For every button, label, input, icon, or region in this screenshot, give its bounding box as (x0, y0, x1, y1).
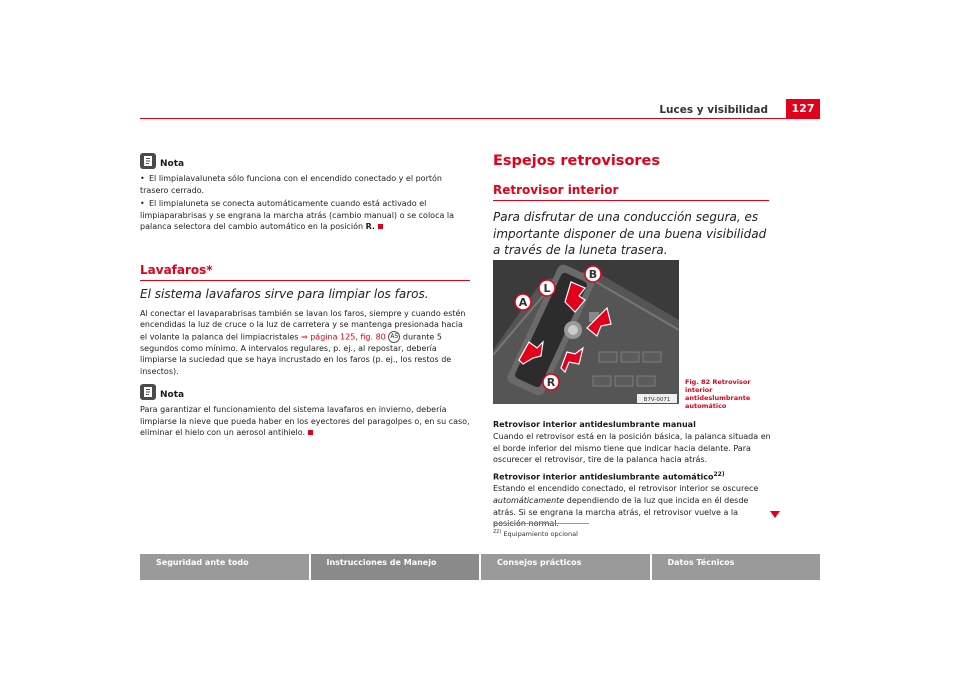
label-a: A (518, 296, 528, 309)
lavafaros-body (140, 308, 470, 378)
lavafaros-text-b: durante 5 segundos como mínimo. A intervalos regulares, p. ej., al repostar, debería limpiarse la suciedad que se haya incrustado en los faros (p. ej., los restos de insectos). (140, 332, 452, 376)
note-bullet-1-text: El limpialavaluneta sólo funciona con el encendido conectado y el portón trasero cerrado. (140, 174, 442, 195)
tab-datos[interactable]: Datos Técnicos (652, 554, 821, 580)
mirrors-section (493, 153, 769, 259)
lavafaros-intro: El sistema lavafaros sirve para limpiar los faros. (140, 287, 429, 301)
manual-title: Retrovisor interior antideslumbrante manual (493, 420, 696, 429)
figure-code: B7V-0071 (643, 397, 671, 403)
label-r: R (546, 376, 556, 389)
sub-heading: Retrovisor interior (493, 183, 619, 197)
footer-nav (140, 554, 820, 580)
note-2-body (140, 404, 470, 439)
section-title: Luces y visibilidad (659, 104, 768, 116)
label-l: L (543, 282, 551, 295)
page-link[interactable]: ⇒ página 125, fig. 80 (300, 332, 386, 342)
info-icon (140, 384, 156, 400)
main-heading: Espejos retrovisores (493, 153, 661, 169)
tab-seguridad[interactable]: Seguridad ante todo (140, 554, 309, 580)
note-block-1 (140, 153, 470, 233)
note-label: Nota (160, 159, 185, 169)
note-header-2 (140, 384, 470, 400)
footnote-text: Equipamiento opcional (503, 530, 578, 539)
footnote-number: 22) (493, 529, 502, 535)
tab-instrucciones[interactable]: Instrucciones de Manejo (311, 554, 480, 580)
end-mark (378, 224, 383, 229)
auto-text-italic: automáticamente (493, 496, 565, 506)
note-label-2: Nota (160, 390, 185, 400)
auto-text-b: dependiendo de la luz que incida en él desde atrás. Si se engrana la marcha atrás, el retrovisor vuelve a la (493, 496, 749, 517)
next-page-arrow-icon[interactable] (770, 511, 780, 518)
end-mark (308, 430, 313, 435)
auto-text-a: Estando el encendido conectado, el retrovisor interior se oscurece (493, 484, 759, 494)
mirror-figure (493, 260, 679, 404)
footnote (493, 529, 578, 538)
note-block-2 (140, 384, 470, 439)
lavafaros-text-a: Al conectar el lavaparabrisas también se lavan los faros, siempre y cuando estén encendidas la luz de cruce o la luz de carretera y se mantenga presionada hacia el volante la palanca del limpiacristales (140, 308, 466, 342)
lavafaros-rule (140, 280, 470, 281)
tab-consejos[interactable]: Consejos prácticos (481, 554, 650, 580)
figure-caption: Fig. 82 Retrovisor interior antideslumbrante automático (685, 378, 751, 410)
note-bullet-1: • El limpialavaluneta sólo funciona con el encendido conectado y el portón trasero cerrado. (140, 174, 442, 195)
mirrors-intro: Para disfrutar de una conducción segura, es importante disponer de una buena visibilidad a través de la luneta trasera. (493, 210, 767, 257)
callout-a5: A5 (388, 331, 400, 343)
footnote-rule (493, 523, 589, 524)
header-rule (140, 118, 820, 119)
lavafaros-heading: Lavafaros* (140, 263, 213, 277)
note-header (140, 153, 470, 169)
sub-rule (493, 200, 769, 201)
auto-title (493, 471, 771, 482)
manual-text: Cuando el retrovisor está en la posición básica, la palanca situada en el borde inferior del mismo tiene que indicar hacia delante. Para oscurecer el retrovisor, tire de la palanca hacia atrás. (493, 432, 771, 465)
note-2-text: Para garantizar el funcionamiento del sistema lavafaros en invierno, debería limpiarse la nieve que pueda haber en los eyectores del paragolpes o, en su caso, eliminar el hielo con un aerosol antihielo. (140, 405, 470, 438)
footnote-ref: 22) (713, 470, 725, 478)
lavafaros-section (140, 263, 470, 378)
note-bullet-2: • El limpialuneta se conecta automáticamente cuando está activado el limpiaparabrisas y se engrana la marcha atrás (cambio manual) o se coloca la palanca selectora del cambio automático en la posición R. (140, 199, 455, 232)
info-icon (140, 153, 156, 169)
auto-title-text: Retrovisor interior antideslumbrante automático (493, 472, 714, 482)
label-b: B (588, 268, 598, 281)
mirror-illustration (493, 260, 679, 404)
mirror-body (493, 420, 771, 530)
page-number: 127 (786, 99, 820, 118)
note-bullet-2-text: El limpialuneta se conecta automáticamente cuando está activado el limpiaparabrisas y se engrana la marcha atrás (cambio manual) o se coloca la palanca selectora del cambio automático en la posición (140, 199, 455, 232)
position-r-label: R. (365, 222, 375, 232)
